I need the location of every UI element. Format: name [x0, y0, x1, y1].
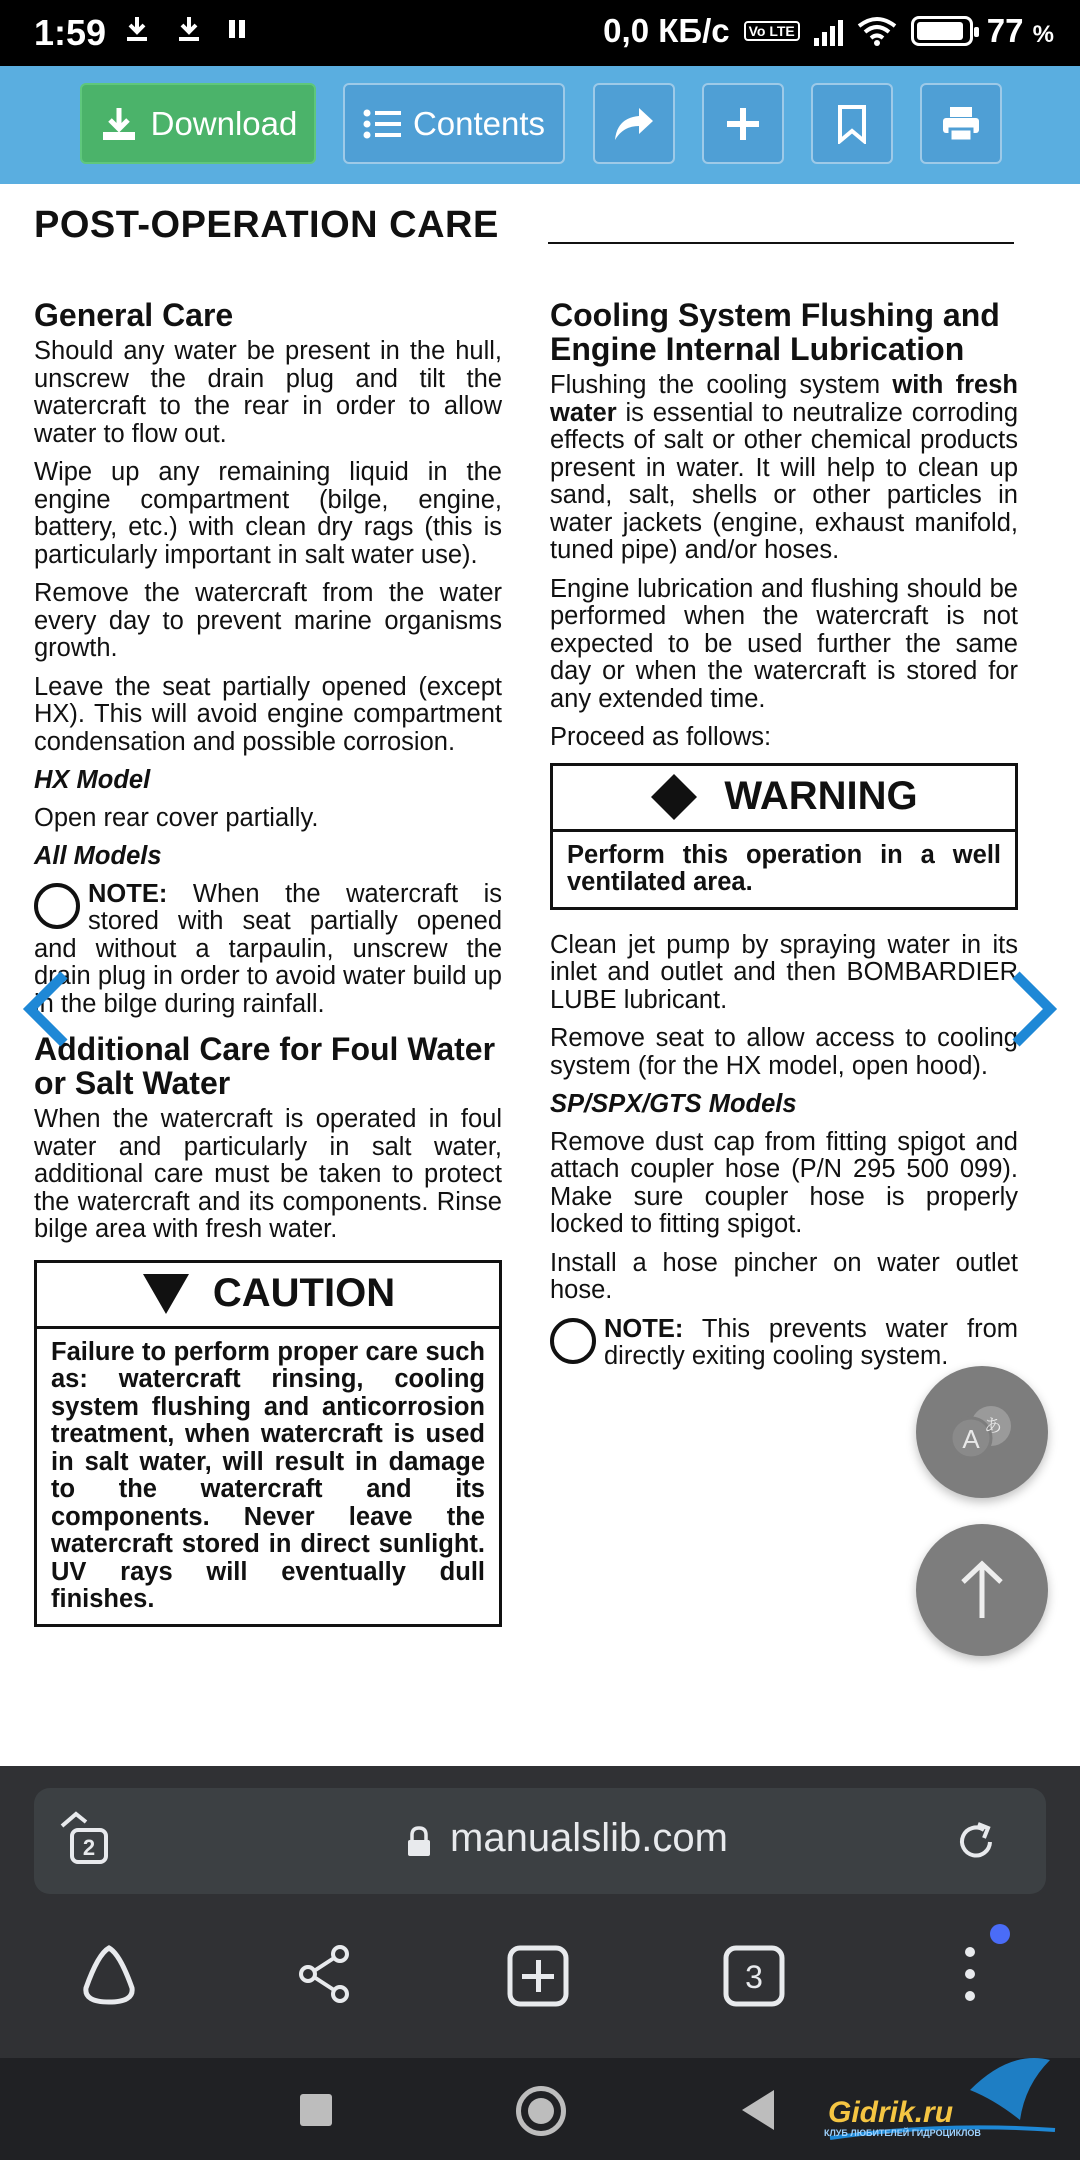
paragraph: Remove dust cap from fitting spigot and attach coupler hose (P/N 295 500 099). Make sure coupler hose is properly locked to fitting spigot. [550, 1127, 1018, 1238]
notification-icons [122, 14, 250, 44]
paragraph: Remove the watercraft from the water every day to prevent marine organisms growth. [34, 579, 502, 662]
next-page-arrow-icon[interactable] [1006, 969, 1060, 1049]
cooling-heading: Cooling System Flushing and Engine Internal Lubrication [550, 297, 1000, 367]
svg-text:3: 3 [745, 1959, 763, 1995]
watermark-tagline: КЛУБ ЛЮБИТЕЛЕЙ ГИДРОЦИКЛОВ [824, 2128, 981, 2138]
paragraph: Open rear cover partially. [34, 803, 319, 832]
printer-icon [941, 105, 981, 143]
hx-model-heading: HX Model [34, 766, 151, 794]
contents-label: Contents [412, 104, 546, 142]
title-rule [548, 242, 1014, 244]
back-button[interactable] [742, 2090, 774, 2130]
note-circle-icon [34, 883, 80, 929]
paragraph: Wipe up any remaining liquid in the engine compartment (bilge, engine, battery, etc.) with clean dry rags (this is particularly important in salt water use). [34, 458, 502, 569]
contents-button[interactable] [343, 83, 565, 164]
reload-icon[interactable] [954, 1820, 998, 1864]
note-label: NOTE: [604, 1314, 684, 1343]
caution-header [37, 1263, 499, 1329]
download-notification-icon [174, 14, 204, 44]
list-icon [363, 108, 401, 140]
note-label: NOTE: [88, 879, 168, 908]
svg-text:あ: あ [984, 1416, 1002, 1437]
tabs-icon [56, 1810, 114, 1868]
paragraph: Clean jet pump by spraying water in its inlet and outlet and then BOMBARDIER LUBE lubricant. [550, 930, 1018, 1014]
home-icon[interactable] [76, 1944, 142, 2006]
note [550, 1316, 1018, 1371]
status-bar [0, 0, 1080, 66]
battery-level: 77 % [986, 12, 1054, 49]
bookmark-icon [837, 104, 867, 144]
print-button[interactable] [920, 83, 1002, 164]
caution-label: CAUTION [212, 1271, 396, 1316]
share-button[interactable] [593, 83, 675, 164]
paragraph: Proceed as follows: [550, 723, 772, 751]
caution-triangle-icon [141, 1272, 191, 1316]
bookmark-button[interactable] [811, 83, 893, 164]
warning-box [550, 763, 1018, 910]
all-models-heading: All Models [34, 842, 162, 870]
note-text: When the watercraft is stored with seat partially opened and without a tarpaulin, unscrew the drain plug in order to avoid water build up in the bilge during rainfall. [34, 879, 502, 1018]
svg-text:2: 2 [82, 1835, 96, 1860]
note-circle-icon [550, 1318, 596, 1364]
recents-button[interactable] [300, 2094, 332, 2126]
watermark-brand: Gidrik.ru [828, 2096, 954, 2129]
svg-text:A: A [962, 1424, 980, 1454]
general-care-heading: General Care [34, 297, 234, 333]
tab-switcher-button[interactable] [56, 1810, 114, 1873]
arrow-up-icon [957, 1560, 1007, 1620]
network-speed: 0,0 КБ/с [603, 12, 730, 49]
paragraph: When the watercraft is operated in foul water and particularly in salt water, additional care must be taken to protect the watercraft and its components. Rinse bilge area with fresh water. [34, 1105, 502, 1243]
browser-bottom-bar [0, 1766, 1080, 2058]
left-column [34, 298, 502, 1627]
note [34, 881, 502, 1019]
volte-icon: Vo LTE [744, 21, 800, 41]
status-right [603, 12, 1054, 50]
previous-page-arrow-icon[interactable] [20, 969, 74, 1049]
paragraph: Leave the seat partially opened (except HX). This will avoid engine compartment condensation and possible corrosion. [34, 672, 502, 756]
paragraph: Engine lubrication and flushing should be performed when the watercraft is not expected to be used further the same day or when the watercraft is stored for any extended time. [550, 574, 1018, 713]
warning-label: WARNING [724, 774, 918, 819]
plus-icon [725, 106, 761, 142]
tabs-count-icon[interactable] [722, 1944, 786, 2008]
paragraph: Install a hose pincher on water outlet hose. [550, 1248, 1018, 1304]
paragraph: Flushing the cooling system with fresh water is essential to neutralize corroding effects of salt or other chemical products present in water. It will help to clean up sand, salt, shells or other particles in water jackets (engine, exhaust manifold, tuned pipe) and/or hoses. [550, 371, 1018, 564]
share-arrow-icon [613, 106, 655, 142]
home-button[interactable] [516, 2086, 566, 2136]
signal-icon [814, 16, 843, 46]
download-button[interactable] [80, 83, 316, 164]
manual-toolbar [0, 66, 1080, 184]
battery-icon [911, 16, 973, 46]
warning-diamond-icon [650, 773, 698, 821]
download-notification-icon [122, 14, 152, 44]
url-text[interactable]: manualslib.com [450, 1816, 728, 1860]
right-column [550, 298, 1018, 1383]
new-tab-icon[interactable] [506, 1944, 570, 2008]
translate-button[interactable] [916, 1366, 1048, 1498]
caution-box [34, 1260, 502, 1627]
update-badge [990, 1924, 1010, 1944]
clock: 1:59 [34, 12, 107, 53]
address-bar[interactable] [34, 1788, 1046, 1894]
share-icon[interactable] [296, 1944, 352, 2004]
add-button[interactable] [702, 83, 784, 164]
translate-icon [947, 1402, 1017, 1462]
download-label: Download [150, 104, 298, 142]
paragraph: Remove seat to allow access to cooling system (for the HX model, open hood). [550, 1024, 1018, 1080]
manual-page [0, 184, 1080, 1766]
caution-text: Failure to perform proper care such as: watercraft rinsing, cooling system flushing and anticorrosion treatment, when watercraft is used in salt water, will result in damage to the watercraft and its components. Never leave the watercraft stored in direct sunlight. UV rays will eventually dull finishes. [51, 1337, 485, 1613]
lock-icon [406, 1826, 432, 1858]
paragraph: Should any water be present in the hull, unscrew the drain plug and tilt the watercraft to the rear in order to allow water to flow out. [34, 337, 502, 448]
additional-care-heading: Additional Care for Foul Water or Salt Water [34, 1031, 496, 1101]
download-icon [99, 104, 139, 144]
wifi-icon [857, 16, 897, 46]
scroll-to-top-button[interactable] [916, 1524, 1048, 1656]
warning-text: Perform this operation in a well ventilated area. [567, 840, 1001, 896]
note-text: This prevents water from directly exiting cooling system. [604, 1314, 1018, 1370]
page-title: POST-OPERATION CARE [34, 204, 499, 246]
pause-notification-icon [226, 14, 250, 44]
browser-actions [0, 1916, 1080, 2046]
models-heading: SP/SPX/GTS Models [550, 1090, 797, 1118]
warning-header [553, 766, 1015, 832]
more-menu-icon[interactable] [960, 1944, 980, 2004]
